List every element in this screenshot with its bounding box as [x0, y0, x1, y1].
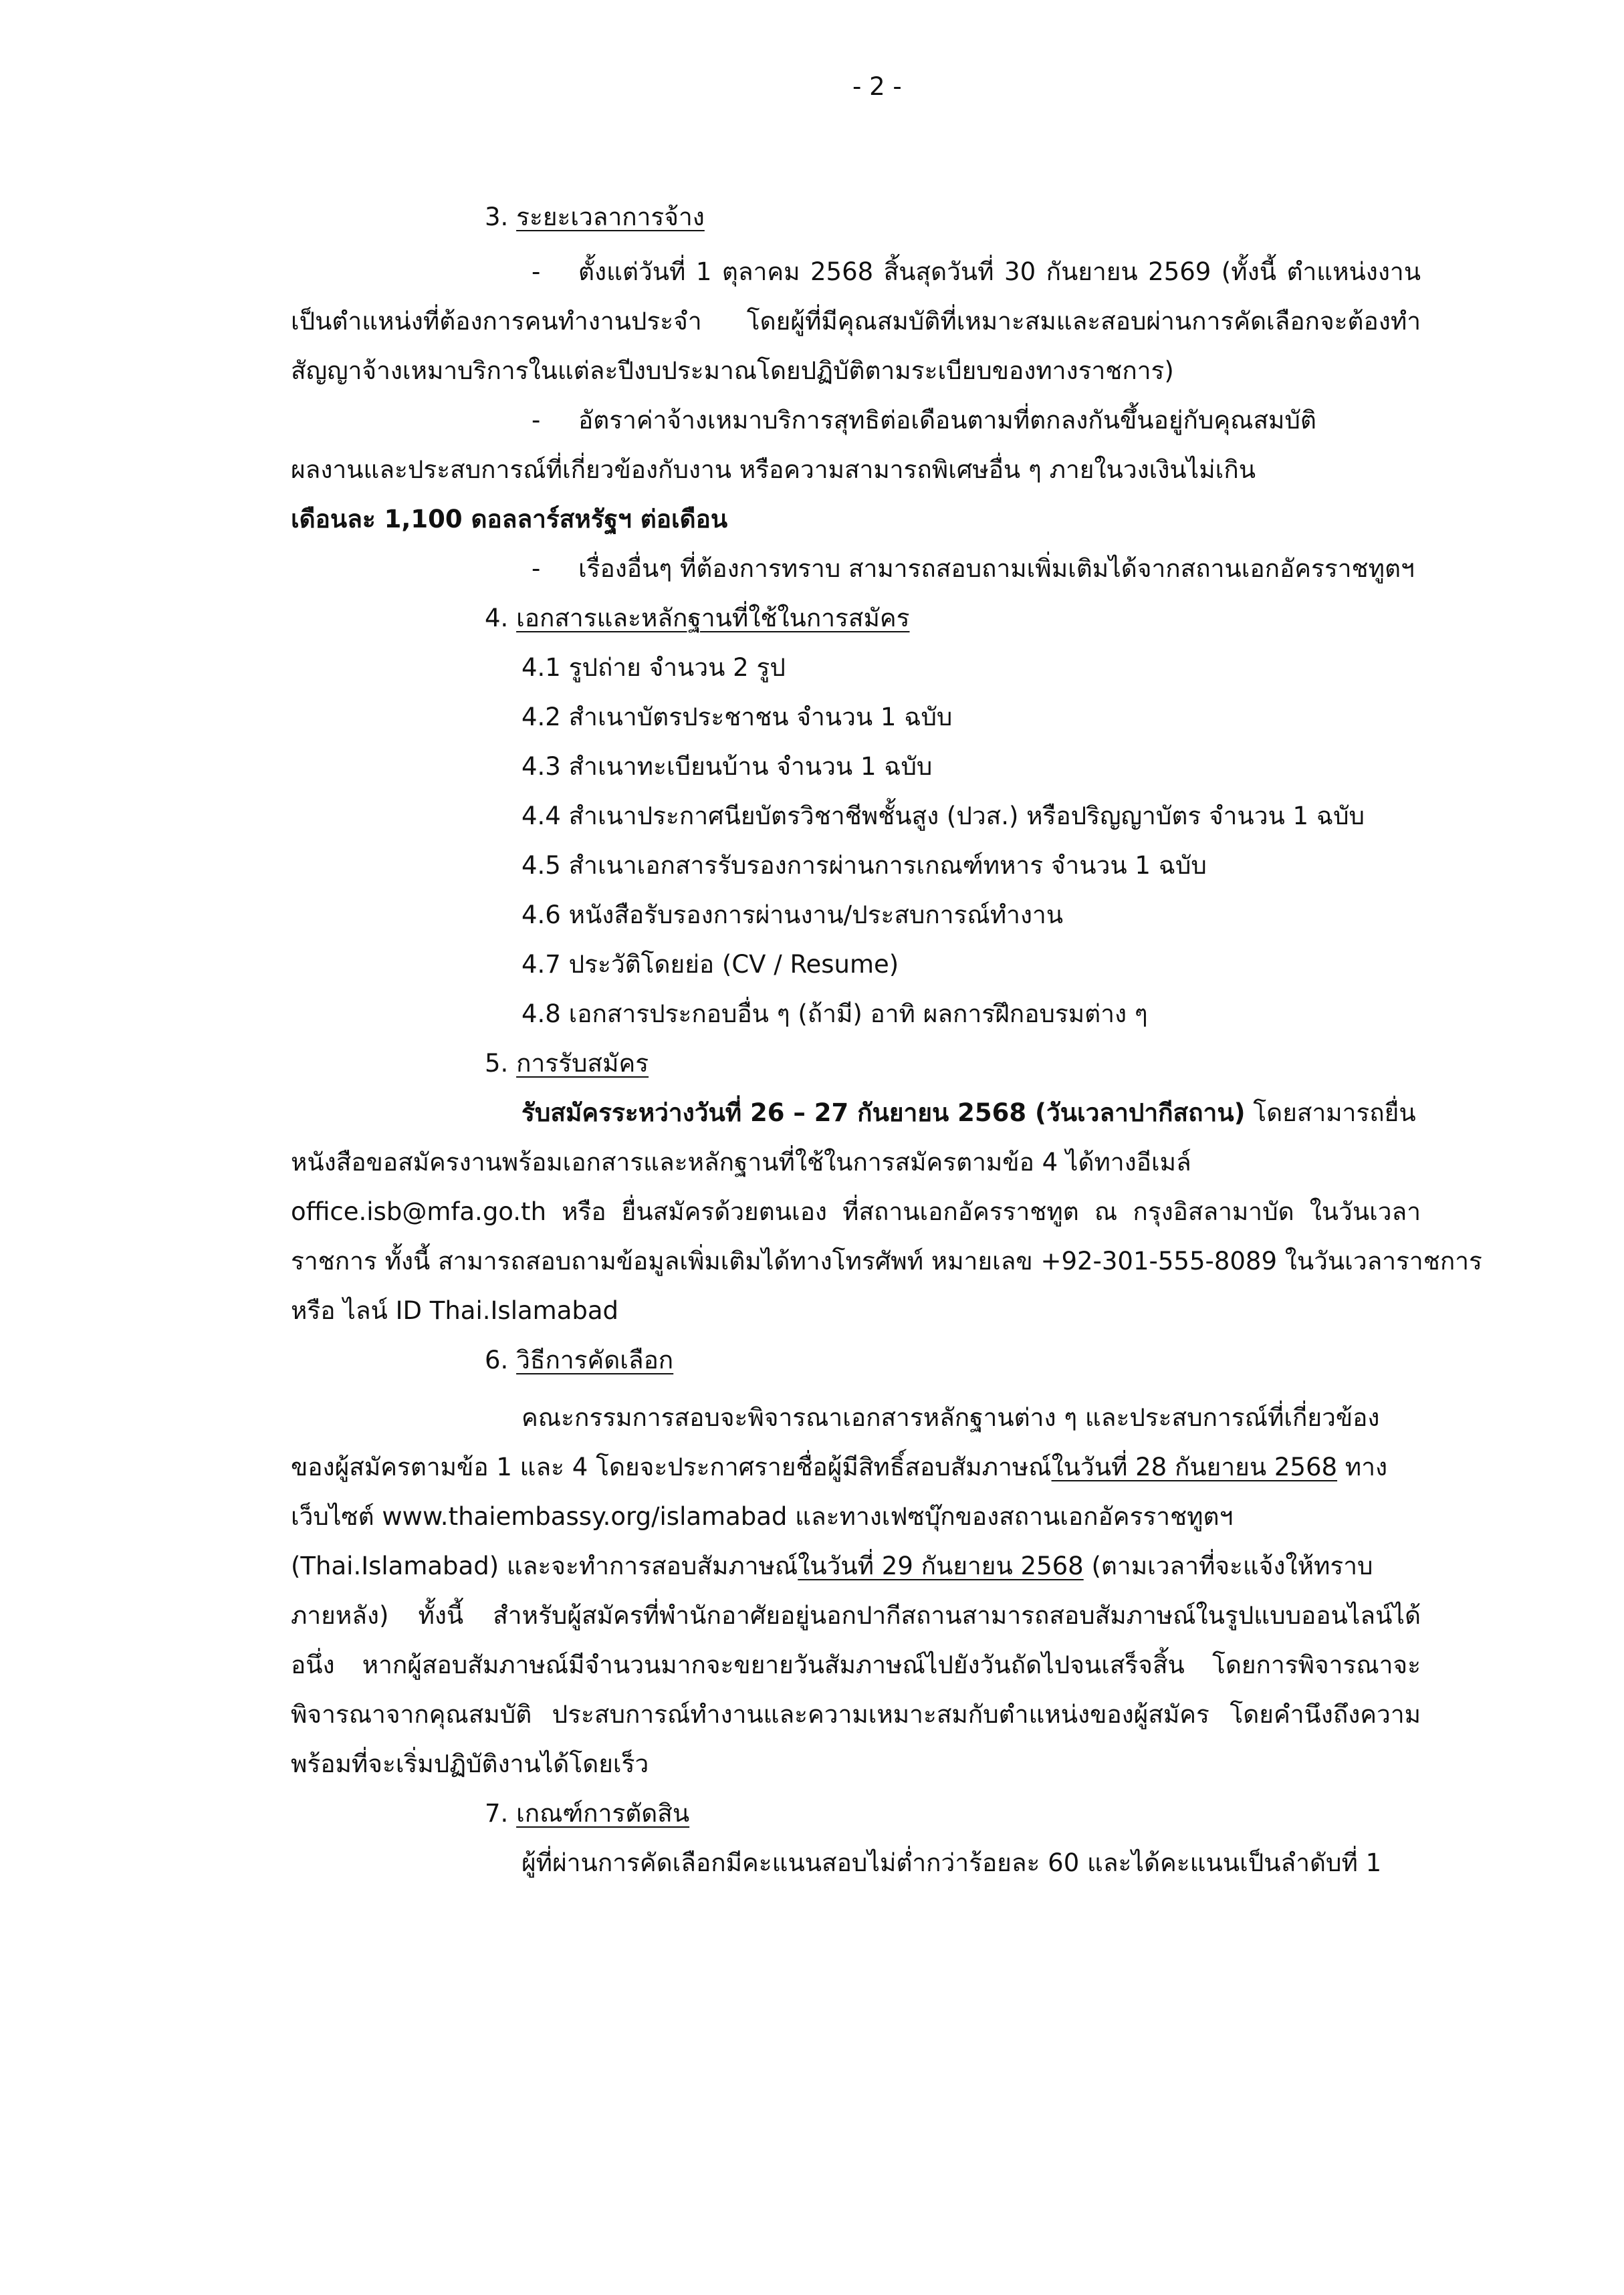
- section-3-title: ระยะเวลาการจ้าง: [516, 203, 705, 231]
- section-5-heading: [485, 1047, 649, 1080]
- section-7-number: 7.: [485, 1799, 509, 1828]
- section-6-number: 6.: [485, 1346, 509, 1374]
- section-3-para2-line1: อัตราค่าจ้างเหมาบริการสุทธิต่อเดือนตามที่ตกลงกันขึ้นอยู่กับคุณสมบัติ: [578, 406, 1316, 435]
- section-6-line2: [291, 1451, 1387, 1484]
- section-3-salary: เดือนละ 1,100 ดอลลาร์สหรัฐฯ ต่อเดือน: [291, 505, 728, 533]
- section-6-heading: [485, 1344, 673, 1377]
- section-4-heading: [485, 602, 910, 635]
- section-5-line2: หนังสือขอสมัครงานพร้อมเอกสารและหลักฐานที่ใช้ในการสมัครตามข้อ 4 ได้ทางอีเมล์: [291, 1148, 1191, 1177]
- section-6-title: วิธีการคัดเลือก: [516, 1346, 674, 1374]
- section-6-line4-a: (Thai.Islamabad) และจะทำการสอบสัมภาษณ์: [291, 1552, 798, 1580]
- application-period: รับสมัครระหว่างวันที่ 26 – 27 กันยายน 2568 (วันเวลาปากีสถาน): [521, 1098, 1246, 1127]
- section-4-item: 4.1 รูปถ่าย จำนวน 2 รูป: [521, 653, 786, 682]
- interview-date: ในวันที่ 29 กันยายน 2568: [798, 1552, 1084, 1580]
- section-7-line1: ผู้ที่ผ่านการคัดเลือกมีคะแนนสอบไม่ต่ำกว่าร้อยละ 60 และได้คะแนนเป็นลำดับที่ 1: [521, 1848, 1382, 1877]
- section-5-title: การรับสมัคร: [516, 1049, 649, 1078]
- section-4-item: 4.4 สำเนาประกาศนียบัตรวิชาชีพชั้นสูง (ปวส.) หรือปริญญาบัตร จำนวน 1 ฉบับ: [521, 802, 1365, 830]
- section-5-line5: หรือ ไลน์ ID Thai.Islamabad: [291, 1296, 619, 1325]
- section-5-line1-rest: โดยสามารถยื่น: [1245, 1098, 1416, 1127]
- section-3-heading: [485, 201, 705, 234]
- section-6-line1: คณะกรรมการสอบจะพิจารณาเอกสารหลักฐานต่าง ๆ และประสบการณ์ที่เกี่ยวข้อง: [521, 1403, 1380, 1432]
- section-6-line7: พิจารณาจากคุณสมบัติ ประสบการณ์ทำงานและความเหมาะสมกับตำแหน่งของผู้สมัคร โดยคำนึงถึงความ: [291, 1700, 1421, 1729]
- section-6-line8: พร้อมที่จะเริ่มปฏิบัติงานได้โดยเร็ว: [291, 1749, 649, 1778]
- section-3-para2-line2: ผลงานและประสบการณ์ที่เกี่ยวข้องกับงาน หรือความสามารถพิเศษอื่น ๆ ภายในวงเงินไม่เกิน: [291, 455, 1256, 484]
- section-6-line4-b: (ตามเวลาที่จะแจ้งให้ทราบ: [1083, 1552, 1373, 1580]
- announcement-date: ในวันที่ 28 กันยายน 2568: [1051, 1453, 1338, 1481]
- section-3-bullet-1: -: [532, 257, 541, 286]
- section-6-line2-a: ของผู้สมัครตามข้อ 1 และ 4 โดยจะประกาศรายชื่อผู้มีสิทธิ์สอบสัมภาษณ์: [291, 1453, 1052, 1481]
- section-5-number: 5.: [485, 1049, 509, 1078]
- section-3-number: 3.: [485, 203, 509, 231]
- section-4-item: 4.5 สำเนาเอกสารรับรองการผ่านการเกณฑ์ทหาร จำนวน 1 ฉบับ: [521, 851, 1207, 880]
- section-3-bullet-2: -: [532, 406, 541, 435]
- section-3-para1-line1: ตั้งแต่วันที่ 1 ตุลาคม 2568 สิ้นสุดวันที่ 30 กันยายน 2569 (ทั้งนี้ ตำแหน่งงาน: [578, 257, 1421, 286]
- section-4-item: 4.8 เอกสารประกอบอื่น ๆ (ถ้ามี) อาทิ ผลการฝึกอบรมต่าง ๆ: [521, 999, 1148, 1028]
- section-4-item: 4.6 หนังสือรับรองการผ่านงาน/ประสบการณ์ทำงาน: [521, 900, 1064, 929]
- section-6-line3: เว็บไซต์ www.thaiembassy.org/islamabad และทางเฟซบุ๊กของสถานเอกอัครราชทูตฯ: [291, 1502, 1234, 1531]
- section-3-para1-line2: เป็นตำแหน่งที่ต้องการคนทำงานประจำ โดยผู้ที่มีคุณสมบัติที่เหมาะสมและสอบผ่านการคัดเลือกจะต้องทำ: [291, 307, 1421, 336]
- section-4-item: 4.2 สำเนาบัตรประชาชน จำนวน 1 ฉบับ: [521, 703, 953, 731]
- section-7-title: เกณฑ์การตัดสิน: [516, 1799, 690, 1828]
- section-4-title: เอกสารและหลักฐานที่ใช้ในการสมัคร: [516, 604, 910, 632]
- section-5-line3: office.isb@mfa.go.th หรือ ยื่นสมัครด้วยตนเอง ที่สถานเอกอัครราชทูต ณ กรุงอิสลามาบัด ในวันเวลา: [291, 1197, 1421, 1226]
- section-7-heading: [485, 1797, 689, 1830]
- section-3-para3: เรื่องอื่นๆ ที่ต้องการทราบ สามารถสอบถามเพิ่มเติมได้จากสถานเอกอัครราชทูตฯ: [578, 554, 1415, 583]
- section-4-item: 4.3 สำเนาทะเบียนบ้าน จำนวน 1 ฉบับ: [521, 752, 933, 781]
- page-number: - 2 -: [852, 72, 902, 101]
- section-6-line2-b: ทาง: [1337, 1453, 1388, 1481]
- section-3-para1-line3: สัญญาจ้างเหมาบริการในแต่ละปีงบประมาณโดยปฏิบัติตามระเบียบของทางราชการ): [291, 356, 1174, 385]
- section-4-item: 4.7 ประวัติโดยย่อ (CV / Resume): [521, 950, 899, 979]
- section-6-line4: [291, 1550, 1373, 1583]
- section-4-number: 4.: [485, 604, 509, 632]
- section-3-bullet-3: -: [532, 554, 541, 583]
- section-5-line4: ราชการ ทั้งนี้ สามารถสอบถามข้อมูลเพิ่มเติมได้ทางโทรศัพท์ หมายเลข +92-301-555-8089 ในวันเวลาราชการ: [291, 1247, 1482, 1276]
- section-5-line1: [521, 1096, 1416, 1130]
- section-6-line5: ภายหลัง) ทั้งนี้ สำหรับผู้สมัครที่พำนักอาศัยอยู่นอกปากีสถานสามารถสอบสัมภาษณ์ในรูปแบบออนไลน์ได้: [291, 1601, 1421, 1630]
- section-6-line6: อนึ่ง หากผู้สอบสัมภาษณ์มีจำนวนมากจะขยายวันสัมภาษณ์ไปยังวันถัดไปจนเสร็จสิ้น โดยการพิจารณาจะ: [291, 1651, 1421, 1679]
